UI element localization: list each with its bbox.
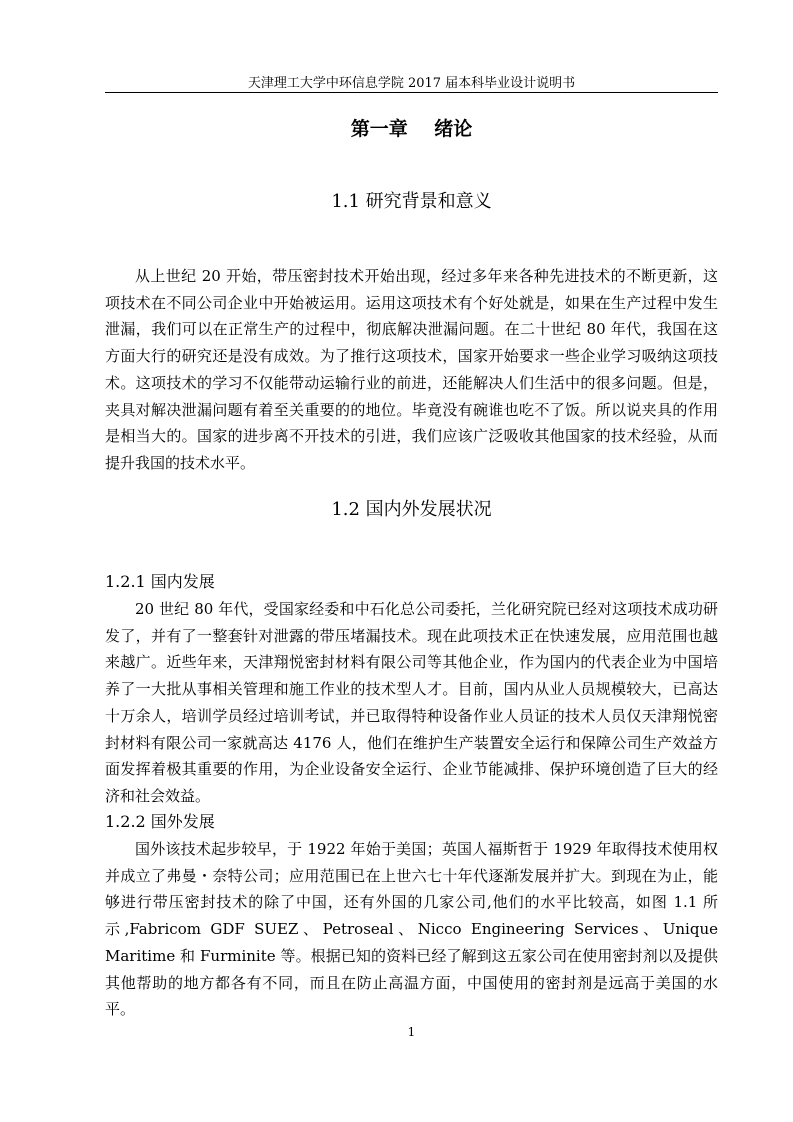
header-rule [105, 92, 718, 93]
paragraph-foreign: 国外该技术起步较早，于 1922 年始于美国；英国人福斯哲于 1929 年取得技术使用权并成立了弗曼・奈特公司；应用范围已在上世六七十年代逐渐发展并扩大。到现在为止，能够进行带压密封技术的除了中国，还有外国的几家公司,他们的水平比较高，如图 1.1 所示,Fabricom GDF SUEZ、Petroseal、Nicco Engineering Services、Unique Maritime 和 Furminite 等。根据已知的资料已经了解到这五家公司在使用密封剂以及提供其他帮助的地方都各有不同，而且在防止高温方面，中国使用的密封剂是远高于美国的水平。 [105, 840, 718, 1019]
chapter-title: 第一章 绪论 [350, 118, 473, 140]
running-header: 天津理工大学中环信息学院 2017 届本科毕业设计说明书 [247, 76, 576, 91]
page-number: 1 [407, 1025, 416, 1039]
section-title-1-2: 1.2 国内外发展状况 [331, 499, 492, 520]
subsection-title-1-2-2: 1.2.2 国外发展 [105, 812, 215, 831]
subsection-title-1-2-1: 1.2.1 国内发展 [105, 572, 215, 591]
section-title-1-1: 1.1 研究背景和意义 [331, 191, 492, 212]
paragraph-background: 从上世纪 20 开始，带压密封技术开始出现，经过多年来各种先进技术的不断更新，这项技术在不同公司企业中开始被运用。运用这项技术有个好处就是，如果在生产过程中发生泄漏，我们可以在正常生产的过程中，彻底解决泄漏问题。在二十世纪 80 年代，我国在这方面大行的研究还是没有成效。为了推行这项技术，国家开始要求一些企业学习吸纳这项技术。这项技术的学习不仅能带动运输行业的前进，还能解决人们生活中的很多问题。但是，夹具对解决泄漏问题有着至关重要的的地位。毕竟没有碗谁也吃不了饭。所以说夹具的作用是相当大的。国家的进步离不开技术的引进，我们应该广泛吸收其他国家的技术经验，从而提升我国的技术水平。 [105, 267, 718, 472]
paragraph-domestic: 20 世纪 80 年代，受国家经委和中石化总公司委托，兰化研究院已经对这项技术成功研发了，并有了一整套针对泄露的带压堵漏技术。现在此项技术正在快速发展，应用范围也越来越广。近些年来，天津翔悦密封材料有限公司等其他企业，作为国内的代表企业为中国培养了一大批从事相关管理和施工作业的技术型人才。目前，国内从业人员规模较大，已高达十万余人，培训学员经过培训考试，并已取得特种设备作业人员证的技术人员仅天津翔悦密封材料有限公司一家就高达 4176 人，他们在维护生产装置安全运行和保障公司生产效益方面发挥着极其重要的作用，为企业设备安全运行、企业节能减排、保护环境创造了巨大的经济和社会效益。 [105, 600, 718, 805]
